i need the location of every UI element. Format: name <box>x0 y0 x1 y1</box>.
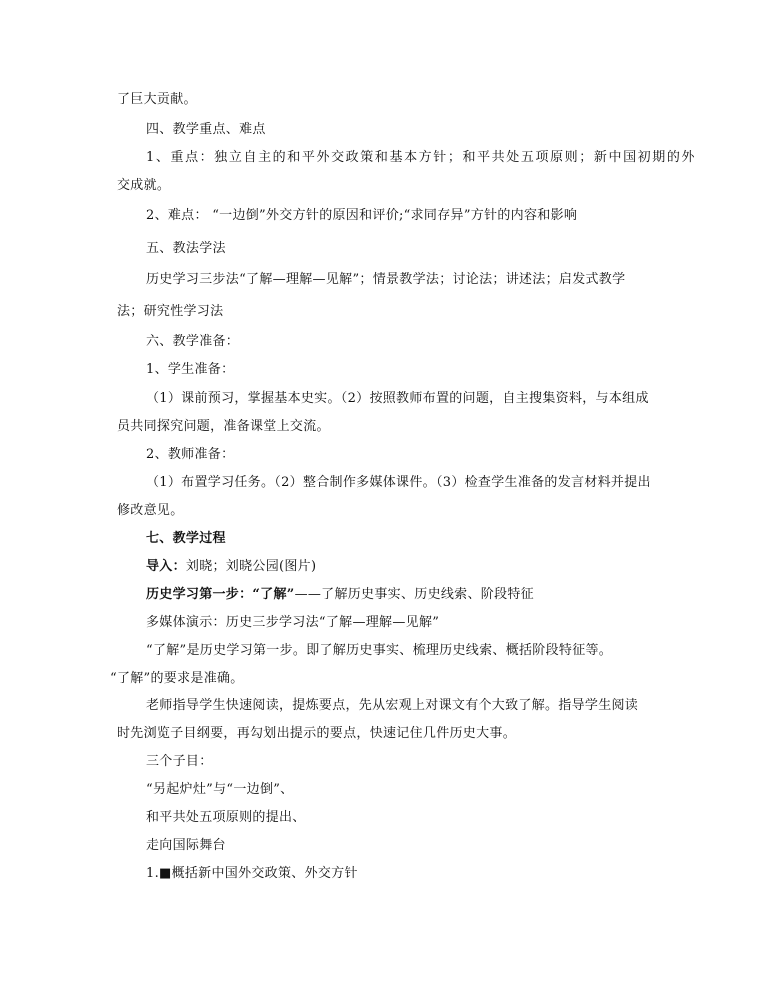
section-heading-4: 四、教学重点、难点 <box>146 122 266 137</box>
paragraph-line: 法；研究性学习法 <box>117 304 224 319</box>
paragraph-line: 时先浏览子目纲要，再勾划出提示的要点，快速记住几件历史大事。 <box>117 726 517 741</box>
section-heading-5: 五、教法学法 <box>146 241 226 256</box>
paragraph-line: 和平共处五项原则的提出、 <box>146 810 306 825</box>
paragraph-line: （1）课前预习，掌握基本史实。（2）按照教师布置的问题，自主搜集资料，与本组成 <box>146 391 649 406</box>
intro-label: 导入： <box>146 559 186 574</box>
step1-label: 历史学习第一步：“了解” <box>146 587 295 602</box>
intro-text: 刘晓；刘晓公园(图片) <box>185 559 317 574</box>
paragraph-line: 走向国际舞台 <box>146 838 226 853</box>
paragraph-line: 1.■概括新中国外交政策、外交方针 <box>146 866 358 881</box>
paragraph-line: 1、重点：独立自主的和平外交政策和基本方针；和平共处五项原则；新中国初期的外 <box>146 150 697 165</box>
paragraph-line: 1、学生准备： <box>146 362 235 377</box>
step1-line <box>146 587 534 603</box>
paragraph-line: 修改意见。 <box>117 503 184 518</box>
paragraph-line: 员共同探究问题，准备课堂上交流。 <box>117 419 330 434</box>
paragraph-line: 2、难点： “一边倒”外交方针的原因和评价;“求同存异”方针的内容和影响 <box>146 208 578 223</box>
paragraph-line: 老师指导学生快速阅读，提炼要点，先从宏观上对课文有个大致了解。指导学生阅读 <box>146 698 639 713</box>
step1-text: ——了解历史事实、历史线索、阶段特征 <box>294 587 534 602</box>
section-heading-6: 六、教学准备： <box>146 334 240 349</box>
paragraph-line: “了解”是历史学习第一步。即了解历史事实、梳理历史线索、概括阶段特征等。 <box>146 643 613 658</box>
paragraph-line: 交成就。 <box>117 178 171 193</box>
paragraph-line: “另起炉灶”与“一边倒”、 <box>146 782 294 797</box>
section-heading-7: 七、教学过程 <box>146 531 226 546</box>
paragraph-line: （1）布置学习任务。（2）整合制作多媒体课件。（3）检查学生准备的发言材料并提出 <box>146 475 651 490</box>
intro-line <box>146 559 316 575</box>
paragraph-line: 多媒体演示：历史三步学习法“了解—理解—见解” <box>146 615 440 630</box>
paragraph-line: 了巨大贡献。 <box>117 92 197 107</box>
paragraph-line: 三个子目： <box>146 754 213 769</box>
paragraph-line: 2、教师准备： <box>146 447 235 462</box>
paragraph-line: 历史学习三步法“了解—理解—见解”；情景教学法；讨论法；讲述法；启发式教学 <box>146 272 626 287</box>
paragraph-line: “了解”的要求是准确。 <box>110 671 244 686</box>
